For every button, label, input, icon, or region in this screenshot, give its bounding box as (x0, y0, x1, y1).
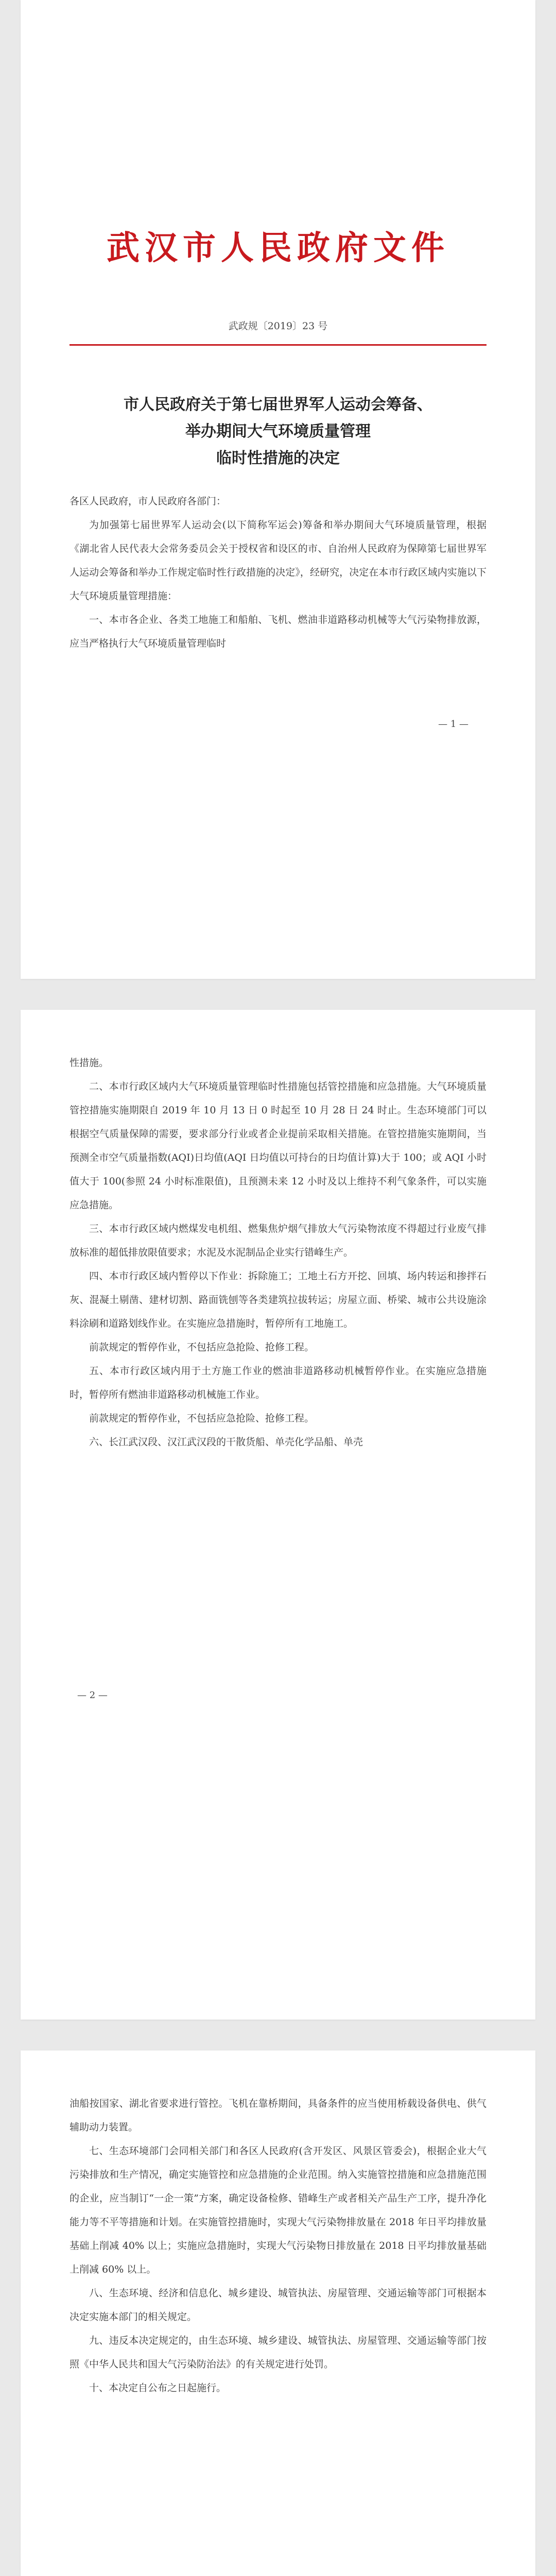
paragraph: 八、生态环境、经济和信息化、城乡建设、城管执法、房屋管理、交通运输等部门可根据本决定实施本部门的相关规定。 (70, 2287, 486, 2323)
paragraph: 六、长江武汉段、汉江武汉段的干散货船、单壳化学品船、单壳 (89, 1436, 363, 1448)
paragraph: 四、本市行政区域内暂停以下作业：拆除施工；工地土石方开挖、回填、场内转运和掺拌石灰、混凝土剔凿、建材切割、路面铣刨等各类建筑拉拔转运；房屋立面、桥梁、城市公共设施涂料涂刷和道路划线作业。在实施应急措施时，暂停所有工地施工。 (70, 1270, 486, 1329)
red-divider (70, 344, 486, 346)
paragraph: 油船按国家、湖北省要求进行管控。飞机在靠桥期间，具备条件的应当使用桥载设备供电、供气辅助动力装置。 (70, 2098, 486, 2133)
paragraph: 七、生态环境部门会同相关部门和各区人民政府(含开发区、风景区管委会)，根据企业大气污染排放和生产情况，确定实施管控和应急措施的企业范围。纳入实施管控措施和应急措施范围的企业，应当制订“一企一策”方案，确定设备检修、错峰生产或者相关产品生产工序，提升净化能力等不平等措施和计划。在实施管控措施时，实现大气污染物排放量在 2018 年日平均排放量基础上削减 40% 以上；实施应急措施时，实现大气污染物日排放量在 2018 日平均排放量基础上削减 60% 以上。 (70, 2145, 486, 2275)
paragraph: 前款规定的暂停作业，不包括应急抢险、抢修工程。 (89, 1342, 315, 1353)
page-2 (21, 1010, 535, 2020)
paragraph: 三、本市行政区域内燃煤发电机组、燃集焦炉烟气排放大气污染物浓度不得超过行业废气排放标准的超低排放限值要求；水泥及水泥制品企业实行错峰生产。 (70, 1223, 486, 1258)
page-3-body (70, 2092, 486, 2400)
paragraph: 性措施。 (70, 1057, 109, 1069)
document-title: 武汉市人民政府文件 (107, 229, 449, 267)
page-number: — 1 — (438, 719, 468, 730)
paragraph: 一、本市各企业、各类工地施工和船舶、飞机、燃油非道路移动机械等大气污染物排放源，应当严格执行大气环境质量管理临时 (70, 614, 486, 649)
paragraph: 九、违反本决定规定的，由生态环境、城乡建设、城管执法、房屋管理、交通运输等部门按照《中华人民共和国大气污染防治法》的有关规定进行处罚。 (70, 2335, 486, 2370)
page-number: — 2 — (77, 1690, 108, 1701)
heading-line-3: 临时性措施的决定 (216, 449, 340, 467)
page-2-body (70, 1051, 486, 1454)
paragraph: 十、本决定自公布之日起施行。 (89, 2382, 227, 2394)
page-1-body (70, 489, 486, 655)
page-3 (21, 2050, 535, 2576)
heading-line-1: 市人民政府关于第七届世界军人运动会筹备、 (124, 396, 432, 414)
document-number: 武政规〔2019〕23 号 (228, 320, 328, 332)
paragraph: 为加强第七届世界军人运动会(以下简称军运会)筹备和举办期间大气环境质量管理，根据《湖北省人民代表大会常务委员会关于授权省和设区的市、自治州人民政府为保障第七届世界军人运动会筹备和举办工作规定临时性行政措施的决定》，经研究，决定在本市行政区域内实施以下大气环境质量管理措施： (70, 519, 486, 602)
paragraph: 二、本市行政区域内大气环境质量管理临时性措施包括管控措施和应急措施。大气环境质量管控措施实施期限自 2019 年 10 月 13 日 0 时起至 10 月 28 日 24 时止。生态环境部门可以根据空气质量保障的需要，要求部分行业或者企业提前采取相关措施。在管控措施实施期间，当预测全市空气质量指数(AQI)日均值(AQI 日均值以可持台的日均值计算)大于 100；或 AQI 小时值大于 100(参照 24 小时标准限值)，且预测未来 12 小时及以上维持不利气象条件，可以实施应急措施。 (70, 1081, 486, 1211)
paragraph: 前款规定的暂停作业，不包括应急抢险、抢修工程。 (89, 1413, 315, 1424)
page-1 (21, 0, 535, 979)
heading-line-2: 举办期间大气环境质量管理 (185, 422, 371, 440)
salutation: 各区人民政府，市人民政府各部门： (70, 496, 227, 507)
paragraph: 五、本市行政区域内用于土方施工作业的燃油非道路移动机械暂停作业。在实施应急措施时，暂停所有燃油非道路移动机械施工作业。 (70, 1365, 486, 1400)
decision-heading (70, 392, 486, 472)
